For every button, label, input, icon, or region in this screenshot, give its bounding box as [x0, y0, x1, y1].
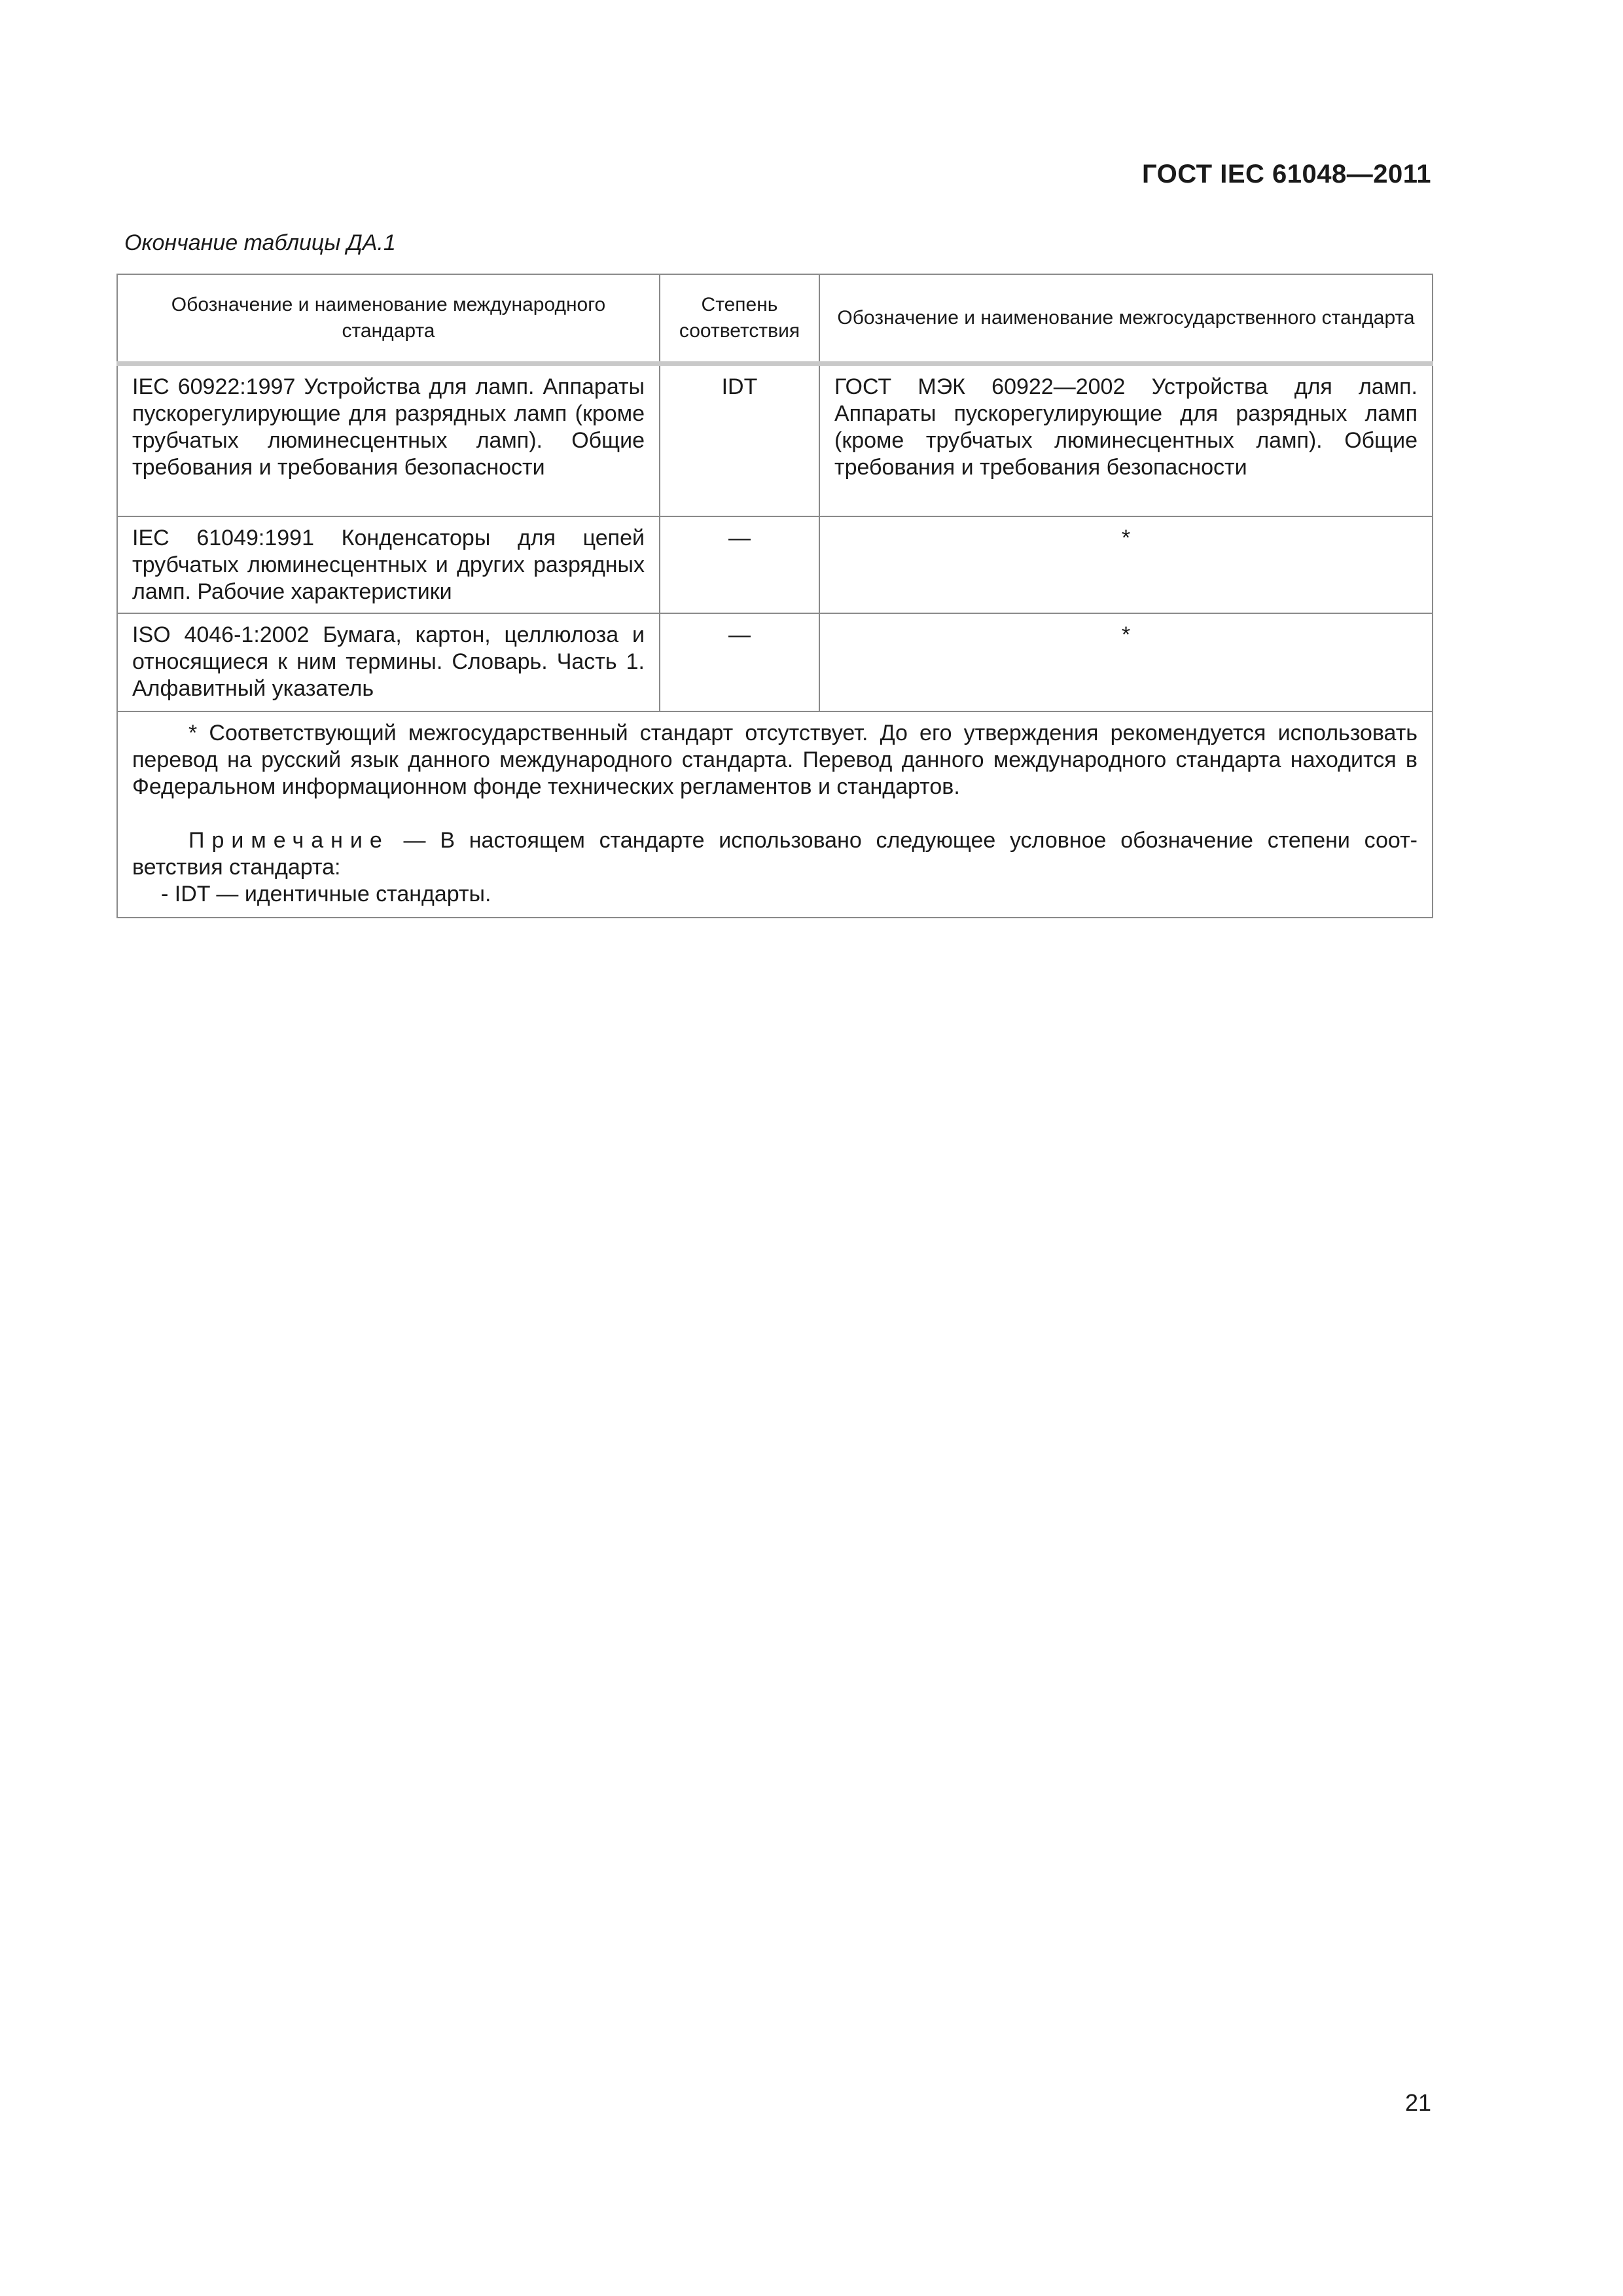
footnote-text: * Соответствующий межгосударственный стандарт отсутствует. До его утверждения рекомендуется использовать перевод на русский язык данного международного стандарта. Перевод данного международного стандарта находится в Федеральном информационном фонде технических регламентов и стандартов. — [132, 720, 1418, 799]
table-row — [117, 516, 1433, 613]
header-international: Обозначение и наименование международного стандарта — [117, 274, 660, 364]
header-degree: Степень соответствия — [660, 274, 819, 364]
table-caption: Окончание таблицы ДА.1 — [124, 230, 396, 255]
table-header-row — [117, 274, 1433, 364]
note-label: Примечание — [188, 827, 389, 853]
table-notes-row — [117, 711, 1433, 918]
note-list-item: - IDT — идентичные стандарты. — [161, 881, 491, 906]
note-text: — В настоящем стандарте использовано следующее условное обозначение степени соответствия стандарта: — [132, 827, 1418, 880]
standards-table — [116, 274, 1433, 918]
cell-international: ISO 4046-1:2002 Бумага, картон, целлюлоза и относящиеся к ним термины. Словарь. Часть 1. Алфавитный указатель — [117, 613, 660, 711]
table-notes — [117, 711, 1433, 918]
cell-degree: IDT — [660, 364, 819, 516]
cell-international: IEC 61049:1991 Конденсаторы для цепей трубчатых люминесцентных и других разрядных ламп. Рабочие характеристики — [117, 516, 660, 613]
table-row — [117, 364, 1433, 516]
header-interstate: Обозначение и наименование межгосударственного стандарта — [819, 274, 1433, 364]
note-paragraph — [132, 827, 1418, 881]
document-code: ГОСТ IEC 61048—2011 — [1142, 160, 1431, 188]
table-row — [117, 613, 1433, 711]
cell-interstate: * — [819, 613, 1433, 711]
cell-degree: — — [660, 613, 819, 711]
cell-interstate: ГОСТ МЭК 60922—2002 Устройства для ламп. Аппараты пускорегулирующие для разрядных ламп (кроме трубчатых люминесцентных ламп). Общие требования и требования безопасности — [819, 364, 1433, 516]
cell-interstate: * — [819, 516, 1433, 613]
cell-international: IEC 60922:1997 Устройства для ламп. Аппараты пускорегулирующие для разрядных ламп (кроме трубчатых люминесцентных ламп). Общие требования и требования безопасности — [117, 364, 660, 516]
page-number: 21 — [1404, 2089, 1431, 2116]
cell-degree: — — [660, 516, 819, 613]
